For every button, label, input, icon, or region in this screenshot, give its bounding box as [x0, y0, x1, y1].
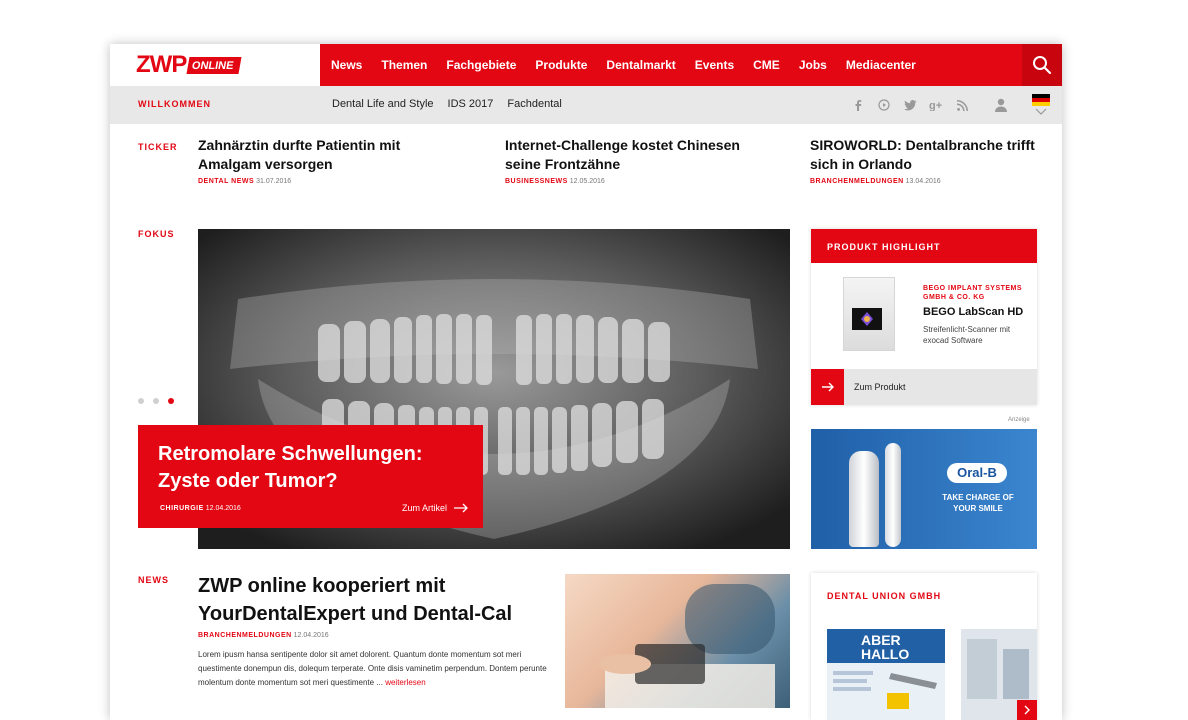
sublink-ids-2017[interactable]: IDS 2017 — [447, 98, 494, 110]
dental-union-card-header — [827, 629, 945, 663]
to-product-button[interactable] — [811, 369, 1037, 405]
nav-item-news[interactable]: News — [331, 58, 363, 72]
language-flag-icon[interactable] — [1032, 94, 1050, 106]
news-image[interactable] — [565, 574, 790, 708]
read-article-link[interactable] — [402, 503, 469, 513]
chevron-down-icon[interactable] — [1035, 108, 1047, 115]
ticker-item[interactable] — [810, 136, 1040, 185]
arrow-right-icon — [811, 369, 844, 405]
toothbrush-image — [885, 443, 901, 547]
nav-item-events[interactable]: Events — [694, 58, 735, 72]
nav-item-dentalmarkt[interactable]: Dentalmarkt — [606, 58, 676, 72]
carousel-next-button[interactable] — [1017, 700, 1037, 720]
sublink-fachdental[interactable]: Fachdental — [507, 98, 562, 110]
sublink-dental-life[interactable]: Dental Life and Style — [332, 98, 434, 110]
hero-date: 12.04.2016 — [205, 505, 241, 512]
logo-text: ZWP — [136, 51, 187, 78]
ticker-meta — [505, 178, 745, 185]
product-description: Streifenlicht-Scanner mit exocad Software — [923, 325, 1011, 345]
product-image[interactable] — [843, 277, 895, 351]
ticker-category[interactable]: DENTAL NEWS — [198, 178, 255, 185]
nav-item-themen[interactable]: Themen — [381, 58, 428, 72]
oral-b-ad[interactable] — [811, 429, 1037, 549]
youtube-icon[interactable] — [871, 98, 897, 112]
social-links — [845, 98, 975, 112]
news-category[interactable]: BRANCHENMELDUNGEN — [198, 632, 292, 639]
ticker-meta — [198, 178, 438, 185]
search-icon — [1032, 55, 1052, 75]
ticker-date: 31.07.2016 — [256, 178, 292, 185]
logo[interactable] — [136, 51, 240, 78]
product-screen — [852, 308, 882, 330]
product-highlight-title: PRODUKT HIGHLIGHT — [827, 242, 941, 252]
slider-dot-active[interactable] — [168, 398, 174, 404]
product-highlight — [811, 229, 1037, 405]
news-label: NEWS — [138, 575, 169, 585]
product-name[interactable]: BEGO LabScan HD — [923, 306, 1024, 318]
ticker-label: TICKER — [138, 142, 178, 152]
focus-label: FOKUS — [138, 229, 175, 239]
slider-dot[interactable] — [153, 398, 159, 404]
nav-item-fachgebiete[interactable]: Fachgebiete — [446, 58, 517, 72]
toothbrush-image — [849, 451, 879, 547]
facebook-icon[interactable] — [845, 98, 871, 112]
ticker-title[interactable]: SIROWORLD: Dentalbranche trifft sich in Orlando — [810, 137, 1035, 172]
chevron-right-icon — [1024, 705, 1031, 715]
ticker-meta — [810, 178, 1040, 185]
news-excerpt — [198, 648, 548, 690]
google-plus-icon[interactable] — [923, 98, 949, 112]
ticker-item[interactable] — [505, 136, 745, 185]
logo-badge: ONLINE — [187, 57, 242, 74]
news-meta — [198, 632, 329, 639]
nav-item-produkte[interactable]: Produkte — [535, 58, 588, 72]
ticker-category[interactable]: BRANCHENMELDUNGEN — [810, 178, 904, 185]
dental-union-card-text: ABER HALLO — [861, 632, 910, 662]
news-excerpt-text: Lorem ipusm hansa sentipente dolor sit amet dolorent. Quantum donte momentum sot meri questimente donempun dis, dolequm terperate. Onte disis vaminetim perpendum. Dontem perunte molentum donte momentum sot meri questimente ... — [198, 650, 547, 687]
dental-union-box — [811, 573, 1037, 720]
to-product-label: Zum Produkt — [854, 382, 906, 392]
main-nav — [320, 44, 1022, 86]
svg-text:g+: g+ — [929, 100, 943, 111]
hero-title[interactable]: Retromolare Schwellungen: Zyste oder Tumor? — [158, 443, 423, 492]
top-bar — [110, 44, 1062, 86]
welcome-label: WILLKOMMEN — [138, 99, 211, 109]
rss-icon[interactable] — [949, 98, 975, 112]
news-date: 12.04.2016 — [293, 632, 329, 639]
nav-item-cme[interactable]: CME — [753, 58, 780, 72]
nav-item-jobs[interactable]: Jobs — [798, 58, 827, 72]
ad-tagline: TAKE CHARGE OF YOUR SMILE — [942, 493, 1014, 513]
ticker-title[interactable]: Internet-Challenge kostet Chinesen seine Frontzähne — [505, 137, 740, 172]
slider-dot[interactable] — [138, 398, 144, 404]
page-frame — [110, 44, 1062, 720]
search-button[interactable] — [1022, 44, 1062, 86]
hero-caption — [138, 425, 483, 528]
arrow-right-icon — [453, 503, 469, 513]
ticker-category[interactable]: BUSINESSNEWS — [505, 178, 568, 185]
sub-bar — [110, 86, 1062, 124]
read-more-link[interactable]: weiterlesen — [385, 678, 426, 687]
ticker-item[interactable] — [198, 136, 438, 185]
ticker-title[interactable]: Zahnärztin durfte Patientin mit Amalgam versorgen — [198, 137, 401, 172]
product-highlight-header — [811, 229, 1037, 263]
twitter-icon[interactable] — [897, 98, 923, 112]
news-title[interactable]: ZWP online kooperiert mit YourDentalExpert und Dental-Cal — [198, 575, 513, 625]
ad-brand-logo: Oral-B — [947, 463, 1007, 483]
dental-union-card[interactable] — [827, 629, 945, 720]
slider-dots — [138, 398, 183, 404]
product-company: BEGO IMPLANT SYSTEMS GMBH & CO. KG — [923, 285, 1023, 301]
ticker-date: 13.04.2016 — [905, 178, 941, 185]
user-icon[interactable] — [993, 97, 1009, 113]
ad-label: Anzeige — [1008, 417, 1030, 423]
nav-item-mediacenter[interactable]: Mediacenter — [845, 58, 916, 72]
sub-links — [332, 98, 576, 110]
read-article-label: Zum Artikel — [402, 503, 448, 513]
hero-meta — [160, 505, 241, 512]
ticker-date: 12.05.2016 — [569, 178, 605, 185]
hero-category[interactable]: CHIRURGIE — [160, 505, 204, 512]
dental-union-title: DENTAL UNION GMBH — [827, 591, 942, 601]
